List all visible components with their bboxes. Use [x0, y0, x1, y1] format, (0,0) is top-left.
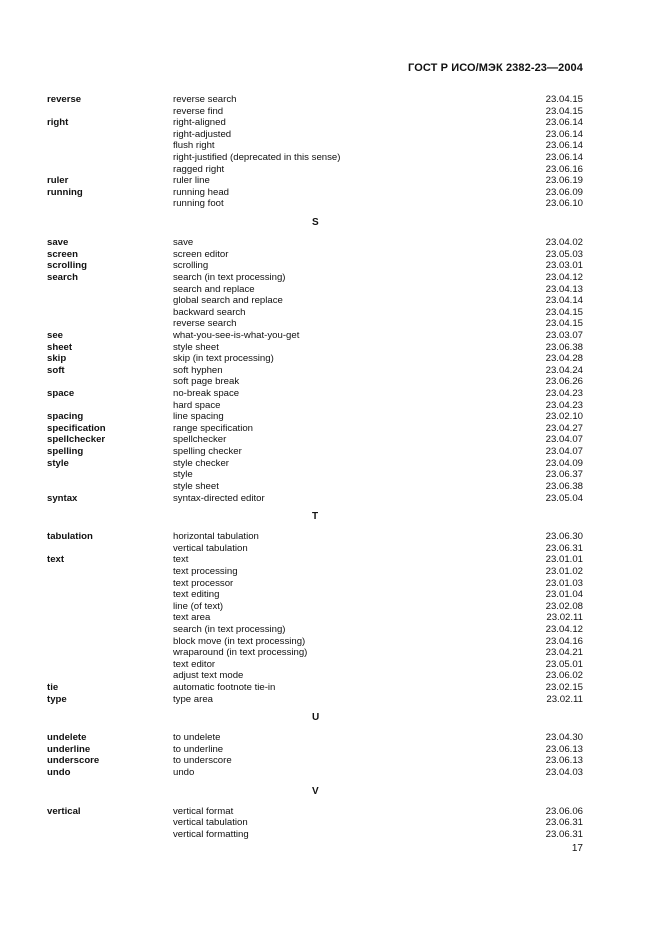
- index-term: space: [47, 388, 75, 400]
- index-code: 23.05.01: [545, 658, 583, 670]
- index-phrase: reverse search: [173, 94, 237, 105]
- index-code: 23.04.30: [545, 732, 583, 744]
- index-row: [47, 446, 583, 458]
- index-term: underline: [47, 743, 91, 755]
- index-row: [47, 806, 583, 818]
- index-code: 23.06.31: [545, 817, 583, 829]
- index-code: 23.03.01: [545, 260, 583, 272]
- index-row: [47, 659, 583, 671]
- index-code: 23.06.14: [545, 152, 583, 164]
- index-row: [47, 767, 583, 779]
- index-code: 23.04.07: [545, 446, 583, 458]
- index-code: 23.06.13: [545, 743, 583, 755]
- index-phrase: spelling checker: [173, 446, 242, 458]
- index-row: [47, 543, 583, 555]
- index-phrase: vertical tabulation: [173, 817, 248, 829]
- index-row: [47, 670, 583, 682]
- index-code: 23.04.23: [545, 399, 583, 411]
- index-code: 23.04.12: [545, 623, 583, 635]
- index-row: [47, 237, 583, 249]
- index-phrase: skip (in text processing): [173, 353, 274, 365]
- index-term: skip: [47, 353, 67, 365]
- index-row: [47, 636, 583, 648]
- index-code: 23.06.16: [545, 163, 583, 175]
- index-code: 23.05.03: [545, 248, 583, 260]
- index-code: 23.04.21: [545, 647, 583, 659]
- index-phrase: style sheet: [173, 480, 219, 492]
- index-row: [47, 694, 583, 706]
- index-phrase: to underscore: [173, 755, 232, 767]
- index-term: spacing: [47, 411, 84, 423]
- index-row: [47, 164, 583, 176]
- index-row: [47, 342, 583, 354]
- index-code: 23.02.08: [545, 600, 583, 612]
- index-phrase: ruler line: [173, 175, 210, 187]
- index-row: [47, 249, 583, 261]
- index-row: [47, 531, 583, 543]
- index-term: tie: [47, 682, 59, 694]
- index-phrase: style sheet: [173, 341, 219, 353]
- section-letter-text: S: [312, 217, 319, 229]
- index-phrase: text: [173, 554, 189, 566]
- index-phrase: text processing: [173, 565, 238, 577]
- index-phrase: right-aligned: [173, 117, 226, 129]
- index-phrase: reverse search: [173, 318, 237, 330]
- index-code: 23.06.13: [545, 755, 583, 767]
- index-phrase: line (of text): [173, 600, 224, 612]
- index-term: undelete: [47, 732, 87, 744]
- index-row: [47, 554, 583, 566]
- index-term: soft: [47, 364, 65, 376]
- index-row: [47, 434, 583, 446]
- index-phrase: running foot: [173, 198, 224, 210]
- index-row: [47, 117, 583, 129]
- index-code: 23.04.15: [545, 94, 583, 105]
- index-code: 23.06.14: [545, 140, 583, 152]
- index-row: [47, 260, 583, 272]
- index-phrase: spellchecker: [173, 434, 227, 446]
- index-code: 23.04.28: [545, 353, 583, 365]
- index-code: 23.06.30: [545, 531, 583, 543]
- index-term: spellchecker: [47, 434, 106, 446]
- index-term: specification: [47, 422, 106, 434]
- index-row: [47, 400, 583, 412]
- index-code: 23.04.15: [545, 105, 583, 117]
- index-phrase: vertical format: [173, 805, 234, 817]
- index-phrase: block move (in text processing): [173, 635, 306, 647]
- index-row: [47, 458, 583, 470]
- index-code: 23.06.06: [545, 805, 583, 817]
- index-term: sheet: [47, 341, 73, 353]
- index-row: [47, 612, 583, 624]
- index-term: syntax: [47, 492, 78, 504]
- index-row: [47, 187, 583, 199]
- index-phrase: soft hyphen: [173, 364, 223, 376]
- index-row: [47, 493, 583, 505]
- index-phrase: right-adjusted: [173, 128, 232, 140]
- index-code: 23.04.03: [545, 767, 583, 779]
- index-code: 23.01.04: [545, 589, 583, 601]
- index-row: [47, 423, 583, 435]
- index-row: [47, 829, 583, 841]
- index-phrase: wraparound (in text processing): [173, 647, 308, 659]
- index-row: [47, 376, 583, 388]
- index-phrase: search (in text processing): [173, 623, 286, 635]
- index-code: 23.06.09: [545, 186, 583, 198]
- index-phrase: to underline: [173, 743, 224, 755]
- index-row: [47, 175, 583, 187]
- index-phrase: line spacing: [173, 411, 224, 423]
- index-code: 23.04.23: [545, 388, 583, 400]
- index-term: tabulation: [47, 531, 93, 543]
- index-phrase: adjust text mode: [173, 670, 244, 682]
- index-code: 23.06.38: [545, 480, 583, 492]
- index-phrase: right-justified (deprecated in this sense): [173, 152, 341, 164]
- index-code: 23.04.27: [545, 422, 583, 434]
- index-row: [47, 469, 583, 481]
- index-phrase: text editor: [173, 658, 216, 670]
- index-term: right: [47, 117, 69, 129]
- index-phrase: style: [173, 469, 193, 481]
- index-term: screen: [47, 248, 78, 260]
- index-term: scrolling: [47, 260, 87, 272]
- index-row: [47, 388, 583, 400]
- index-term: save: [47, 237, 69, 249]
- index-code: 23.06.02: [545, 670, 583, 682]
- index-row: [47, 647, 583, 659]
- index-phrase: ragged right: [173, 163, 225, 175]
- index-phrase: to undelete: [173, 732, 221, 744]
- index-term: undo: [47, 767, 71, 779]
- index-phrase: flush right: [173, 140, 215, 152]
- index-phrase: text editing: [173, 589, 220, 601]
- index-phrase: text area: [173, 612, 211, 624]
- index-term: reverse: [47, 94, 82, 105]
- index-code: 23.03.07: [545, 329, 583, 341]
- index-phrase: syntax-directed editor: [173, 492, 265, 504]
- index-row: [47, 589, 583, 601]
- index-phrase: vertical formatting: [173, 828, 249, 840]
- index-row: [47, 330, 583, 342]
- index-code: 23.06.19: [545, 175, 583, 187]
- index-phrase: search and replace: [173, 283, 255, 295]
- index-row: [47, 295, 583, 307]
- index-code: 23.01.01: [545, 554, 583, 566]
- index-row: [47, 353, 583, 365]
- index-code: 23.04.09: [545, 457, 583, 469]
- index-phrase: soft page break: [173, 376, 240, 388]
- index-row: [47, 140, 583, 152]
- section-letter-text: V: [312, 785, 319, 797]
- index-code: 23.06.14: [545, 128, 583, 140]
- index-row: [47, 411, 583, 423]
- index-phrase: running head: [173, 186, 230, 198]
- index-term: text: [47, 554, 65, 566]
- index-code: 23.02.15: [545, 682, 583, 694]
- index-code: 23.04.12: [545, 271, 583, 283]
- index-phrase: automatic footnote tie-in: [173, 682, 276, 694]
- page-number: 17: [571, 843, 583, 854]
- index-row: [47, 272, 583, 284]
- index-code: 23.04.13: [545, 283, 583, 295]
- index-row: [47, 817, 583, 829]
- index-phrase: text processor: [173, 577, 234, 589]
- index-row: [47, 566, 583, 578]
- index-row: [47, 198, 583, 210]
- index-term: underscore: [47, 755, 100, 767]
- index-row: [47, 578, 583, 590]
- index-row: [47, 318, 583, 330]
- index-term: type: [47, 693, 67, 705]
- index-code: 23.04.24: [545, 364, 583, 376]
- section-letter-text: U: [312, 712, 320, 724]
- index-phrase: what-you-see-is-what-you-get: [173, 329, 300, 341]
- index-row: [47, 365, 583, 377]
- index-term: see: [47, 329, 64, 341]
- index-row: [47, 601, 583, 613]
- index-phrase: no-break space: [173, 388, 240, 400]
- index-code: 23.01.03: [545, 577, 583, 589]
- index-term: spelling: [47, 446, 84, 458]
- index-row: [47, 744, 583, 756]
- index-row: [47, 284, 583, 296]
- index-code: 23.06.37: [545, 469, 583, 481]
- index-phrase: type area: [173, 693, 214, 705]
- index-phrase: save: [173, 237, 194, 249]
- index-row: [47, 624, 583, 636]
- index-phrase: global search and replace: [173, 295, 283, 307]
- document-header: ГОСТ Р ИСО/МЭК 2382-23—2004: [408, 62, 583, 74]
- index-phrase: style checker: [173, 457, 229, 469]
- index-phrase: search (in text processing): [173, 271, 286, 283]
- index-phrase: reverse find: [173, 105, 224, 117]
- index-row: [47, 481, 583, 493]
- index-phrase: backward search: [173, 306, 246, 318]
- index-code: 23.06.26: [545, 376, 583, 388]
- index-code: 23.02.10: [545, 411, 583, 423]
- index-term: ruler: [47, 175, 69, 187]
- index-code: 23.06.10: [545, 198, 583, 210]
- index-term: search: [47, 271, 78, 283]
- index-code: 23.02.11: [546, 612, 583, 624]
- index-term: style: [47, 457, 69, 469]
- index-term: running: [47, 186, 83, 198]
- index-code: 23.04.15: [545, 318, 583, 330]
- index-code: 23.06.14: [545, 117, 583, 129]
- index-code: 23.04.07: [545, 434, 583, 446]
- index-phrase: undo: [173, 767, 195, 779]
- index-code: 23.06.38: [545, 341, 583, 353]
- index-phrase: vertical tabulation: [173, 542, 248, 554]
- index-term: vertical: [47, 805, 81, 817]
- index-row: [47, 755, 583, 767]
- index-phrase: scrolling: [173, 260, 209, 272]
- index-code: 23.06.31: [545, 542, 583, 554]
- index-phrase: range specification: [173, 422, 253, 434]
- index-code: 23.04.02: [545, 237, 583, 249]
- index-phrase: horizontal tabulation: [173, 531, 259, 543]
- term-index: [47, 94, 583, 841]
- index-row: [47, 106, 583, 118]
- index-code: 23.01.02: [545, 565, 583, 577]
- index-row: [47, 152, 583, 164]
- index-code: 23.04.16: [545, 635, 583, 647]
- index-row: [47, 129, 583, 141]
- index-row: [47, 307, 583, 319]
- index-phrase: screen editor: [173, 248, 229, 260]
- section-letter-text: T: [312, 511, 319, 523]
- index-row: [47, 732, 583, 744]
- index-code: 23.04.14: [545, 295, 583, 307]
- index-row: [47, 682, 583, 694]
- index-code: 23.06.31: [545, 828, 583, 840]
- index-code: 23.02.11: [546, 693, 583, 705]
- index-code: 23.05.04: [545, 492, 583, 504]
- index-phrase: hard space: [173, 399, 221, 411]
- index-code: 23.04.15: [545, 306, 583, 318]
- index-row: [47, 94, 583, 106]
